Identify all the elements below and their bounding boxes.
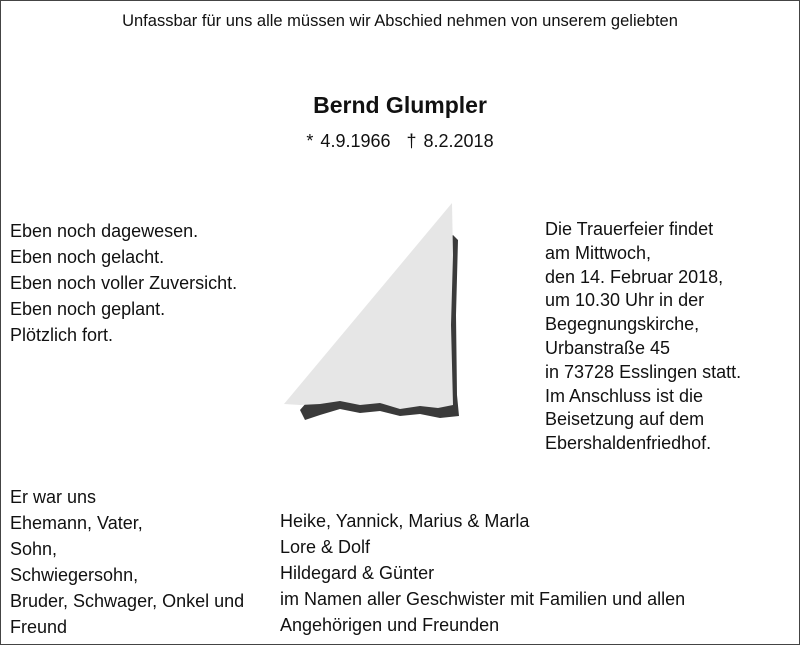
birth-date: * 4.9.1966 (306, 131, 391, 151)
mourner-line: Heike, Yannick, Marius & Marla (280, 511, 530, 531)
poem-line: Eben noch gelacht. (10, 247, 165, 267)
service-line: in 73728 Esslingen statt. (545, 361, 742, 382)
service-details (545, 218, 741, 456)
role-line: Schwiegersohn, (10, 565, 139, 585)
poem-line: Eben noch geplant. (10, 299, 166, 319)
service-line: Beisetzung auf dem (545, 409, 705, 430)
role-line: Sohn, (10, 539, 58, 559)
service-line: am Mittwoch, (545, 242, 652, 263)
life-dates (0, 131, 800, 152)
service-line: Im Anschluss ist die (545, 385, 704, 406)
poem-line: Eben noch dagewesen. (10, 221, 199, 241)
torn-paper-image (270, 195, 470, 425)
deceased-name: Bernd Glumpler (313, 92, 487, 118)
mourners-list (280, 508, 685, 638)
service-line: um 10.30 Uhr in der (545, 290, 705, 311)
role-line: Er war uns (10, 487, 97, 507)
death-date: † 8.2.2018 (406, 131, 494, 151)
service-line: Urbanstraße 45 (545, 337, 671, 358)
role-line: Ehemann, Vater, (10, 513, 143, 533)
poem-line: Plötzlich fort. (10, 325, 114, 345)
mourner-line: Lore & Dolf (280, 537, 371, 557)
intro-text: Unfassbar für uns alle müssen wir Abschied nehmen von unserem geliebten (122, 12, 678, 30)
service-line: Begegnungskirche, (545, 314, 700, 335)
poem (10, 218, 237, 348)
role-line: Bruder, Schwager, Onkel und (10, 591, 245, 611)
role-line: Freund (10, 617, 68, 637)
roles-list (10, 484, 244, 640)
service-line: den 14. Februar 2018, (545, 266, 724, 287)
service-line: Die Trauerfeier findet (545, 219, 714, 239)
service-line: Ebershaldenfriedhof. (545, 433, 712, 454)
mourner-line: Hildegard & Günter (280, 563, 435, 583)
poem-line: Eben noch voller Zuversicht. (10, 273, 238, 293)
mourner-line: im Namen aller Geschwister mit Familien und allen (280, 589, 686, 609)
mourner-line: Angehörigen und Freunden (280, 615, 500, 635)
